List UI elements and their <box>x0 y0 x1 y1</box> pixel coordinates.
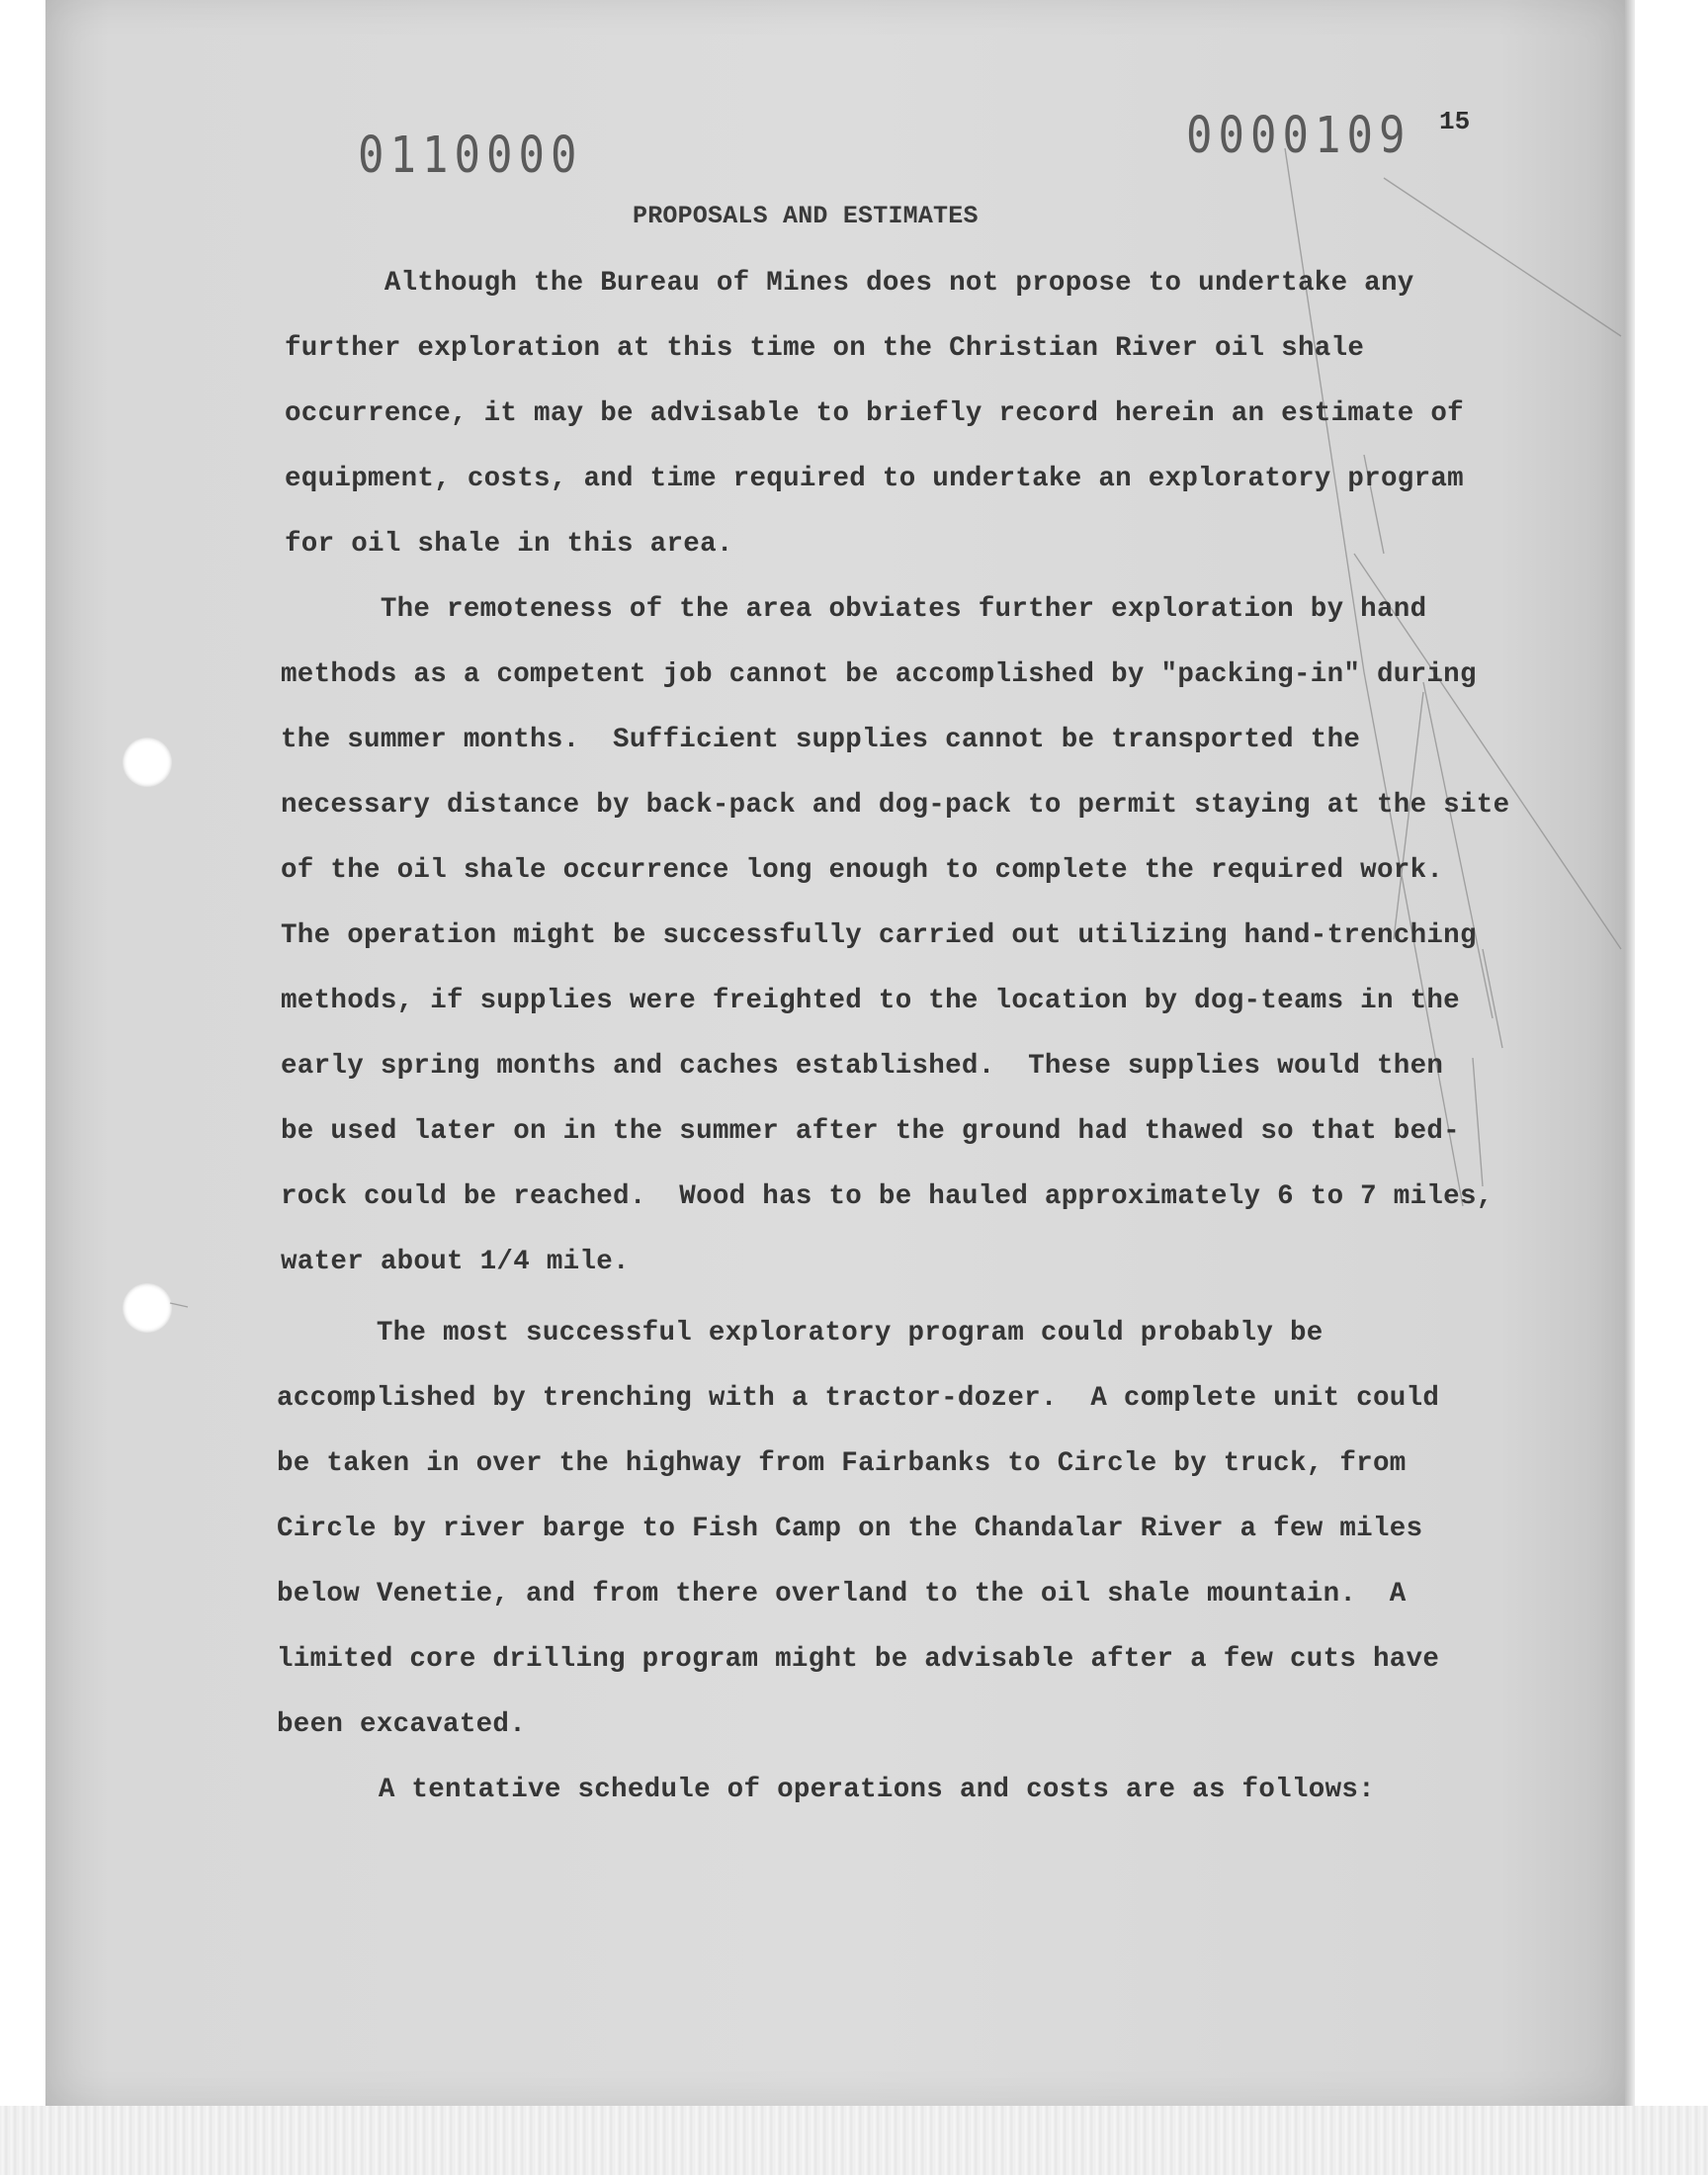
text-line: equipment, costs, and time required to undertake an exploratory program <box>285 464 1464 494</box>
paragraph <box>281 577 1509 1295</box>
text-line: limited core drilling program might be advisable after a few cuts have <box>277 1644 1440 1675</box>
text-line: further exploration at this time on the Christian River oil shale <box>285 333 1365 364</box>
text-line: be used later on in the summer after the ground had thawed so that bed- <box>281 1116 1460 1147</box>
text-line: rock could be reached. Wood has to be hauled approximately 6 to 7 miles, <box>281 1181 1494 1212</box>
text-line: accomplished by trenching with a tractor-dozer. A complete unit could <box>277 1383 1440 1414</box>
text-line: The most successful exploratory program could probably be <box>277 1318 1324 1348</box>
text-line: occurrence, it may be advisable to briefly record herein an estimate of <box>285 398 1464 429</box>
text-line: The remoteness of the area obviates further exploration by hand <box>281 594 1427 625</box>
page-title: PROPOSALS AND ESTIMATES <box>633 202 979 230</box>
paragraph <box>285 251 1464 577</box>
text-line: the summer months. Sufficient supplies cannot be transported the <box>281 725 1361 755</box>
archive-stamp-number: 0000109 <box>1186 107 1411 165</box>
text-line: The operation might be successfully carried out utilizing hand-trenching <box>281 920 1477 951</box>
text-line: A tentative schedule of operations and costs are as follows: <box>279 1775 1375 1805</box>
paragraph <box>279 1758 1375 1823</box>
text-line: water about 1/4 mile. <box>281 1247 630 1277</box>
text-line: methods, if supplies were freighted to the location by dog-teams in the <box>281 986 1460 1016</box>
text-line: of the oil shale occurrence long enough to complete the required work. <box>281 855 1444 886</box>
text-line: Although the Bureau of Mines does not propose to undertake any <box>285 268 1414 299</box>
text-line: below Venetie, and from there overland to the oil shale mountain. A <box>277 1579 1407 1610</box>
text-line: methods as a competent job cannot be accomplished by "packing-in" during <box>281 659 1477 690</box>
paragraph <box>277 1301 1439 1758</box>
archive-stamp-number: 0110000 <box>358 127 583 185</box>
text-line: necessary distance by back-pack and dog-pack to permit staying at the site <box>281 790 1510 821</box>
text-line: early spring months and caches established. These supplies would then <box>281 1051 1444 1082</box>
page-number: 15 <box>1439 107 1471 136</box>
text-line: be taken in over the highway from Fairbanks to Circle by truck, from <box>277 1448 1407 1479</box>
text-line: Circle by river barge to Fish Camp on the Chandalar River a few miles <box>277 1514 1423 1544</box>
text-line: been excavated. <box>277 1709 527 1740</box>
text-line: for oil shale in this area. <box>285 529 733 560</box>
